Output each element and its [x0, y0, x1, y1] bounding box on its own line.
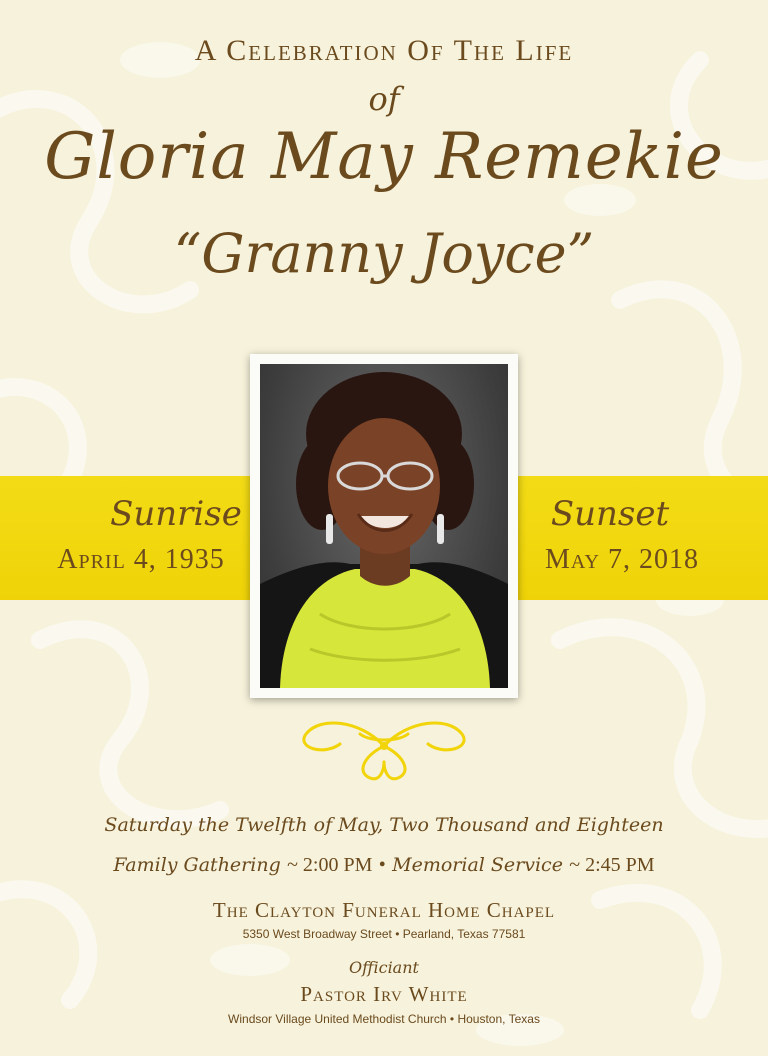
gathering-time: ~ 2:00 PM: [287, 854, 373, 876]
officiant-label: Officiant: [349, 958, 419, 977]
sunrise-date: April 4, 1935: [57, 544, 225, 575]
of-word: of: [368, 80, 400, 118]
memorial-label: Memorial Service: [392, 854, 563, 876]
portrait-photo: [260, 364, 508, 688]
sunset-date: May 7, 2018: [545, 544, 699, 575]
venue-address: 5350 West Broadway Street • Pearland, Texas 77581: [242, 927, 526, 941]
portrait-frame: [250, 354, 518, 698]
officiant-name: Pastor Irv White: [300, 982, 468, 1006]
service-date-line: Saturday the Twelfth of May, Two Thousand and Eighteen: [104, 814, 664, 836]
deceased-name: Gloria May Remekie: [44, 120, 724, 194]
sunrise-label: Sunrise: [110, 494, 242, 534]
service-times-line: [0, 852, 768, 877]
flourish-ornament: [300, 716, 468, 782]
deceased-nickname: “Granny Joyce”: [173, 222, 595, 285]
separator-bullet: •: [378, 854, 386, 876]
officiant-church: Windsor Village United Methodist Church • Houston, Texas: [228, 1012, 540, 1026]
portrait-illustration: [260, 364, 508, 688]
venue-name: The Clayton Funeral Home Chapel: [212, 898, 556, 922]
celebration-heading: A Celebration Of The Life: [194, 34, 574, 67]
sunset-label: Sunset: [550, 494, 670, 534]
memorial-time: ~ 2:45 PM: [569, 854, 655, 876]
gathering-label: Family Gathering: [113, 854, 281, 876]
